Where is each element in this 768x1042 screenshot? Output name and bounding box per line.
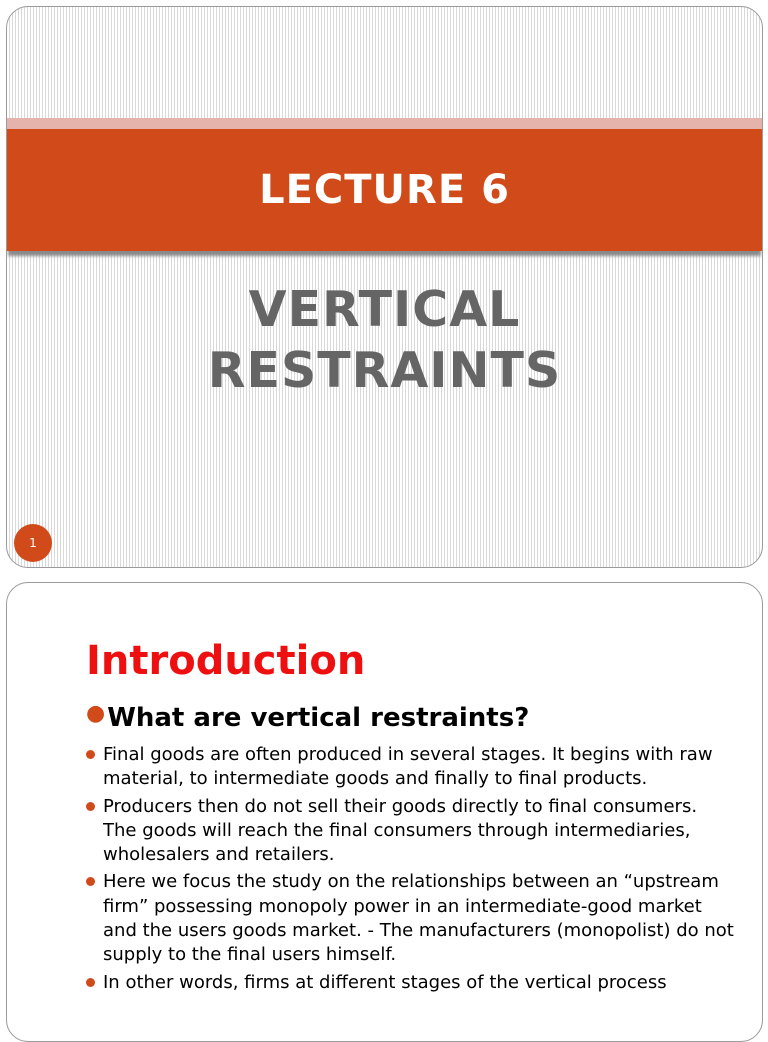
bullet-list [86,743,736,998]
subtitle-line-1: VERTICAL [248,281,521,338]
slide-number-badge: 1 [14,524,52,562]
bullet-icon [86,978,95,987]
subtitle-line-2: RESTRAINTS [207,342,562,399]
bullet-icon: ● [86,701,106,726]
slide-heading: Introduction [86,638,366,684]
list-item [86,795,736,868]
question-line [86,703,529,733]
bullet-text: Here we focus the study on the relationships between an “upstream firm” possessing monopoly power in an intermediate-good market and the users goods market. - The manufacturers (monopolist) do not supply to the final users himself. [103,871,734,966]
lecture-title: LECTURE 6 [259,167,510,213]
list-item [86,971,736,995]
title-band [7,129,762,251]
title-slide [6,6,763,568]
bullet-text: Final goods are often produced in several stages. It begins with raw material, to intermediate goods and finally to final products. [103,744,713,790]
question-text: What are vertical restraints? [107,703,530,733]
title-stripe [7,118,762,129]
list-item [86,743,736,792]
list-item [86,870,736,967]
bullet-icon [86,877,95,886]
content-slide [6,582,763,1042]
bullet-text: Producers then do not sell their goods directly to final consumers. The goods will reach the final consumers through intermediaries, wholesalers and retailers. [103,795,698,866]
bullet-icon [86,802,95,811]
bullet-icon [86,750,95,759]
lecture-subtitle [7,279,762,401]
bullet-text: In other words, firms at different stages of the vertical process [103,971,667,993]
